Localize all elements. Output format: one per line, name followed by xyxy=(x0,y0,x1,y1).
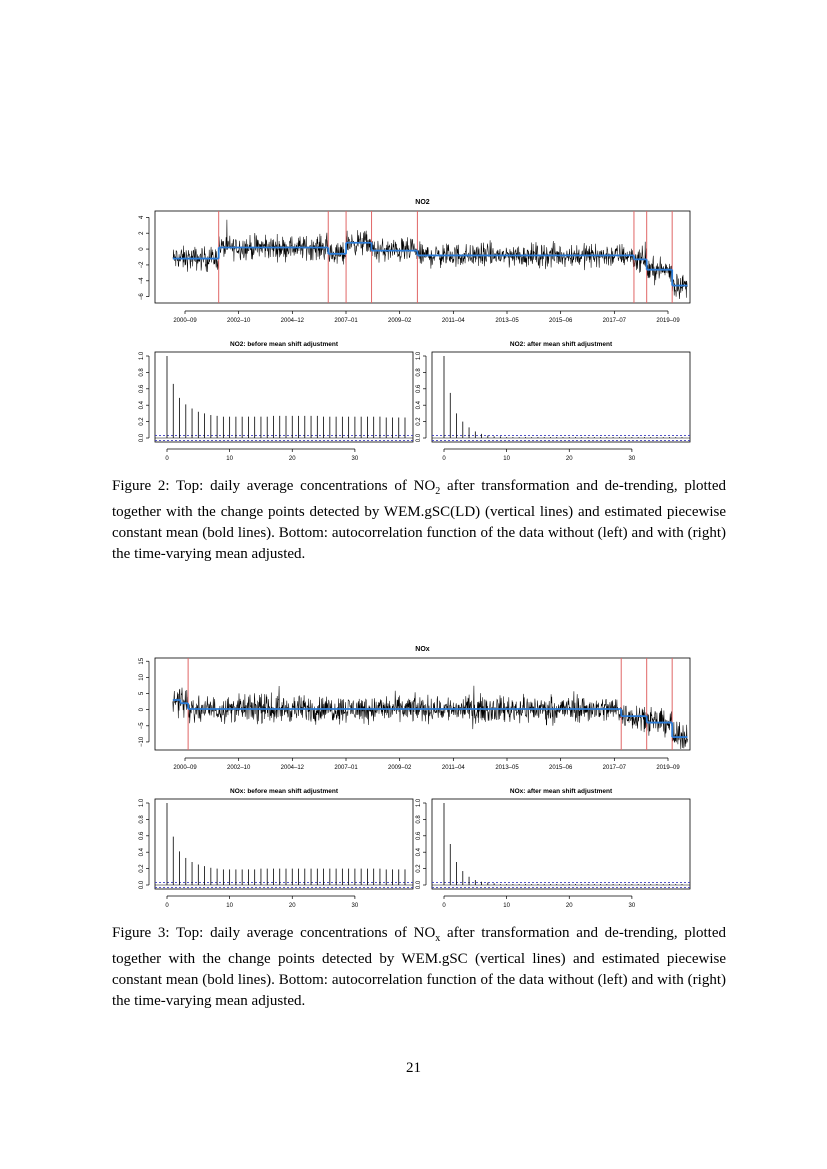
y-tick-label: 0.6 xyxy=(139,831,145,840)
y-tick-label: 0.4 xyxy=(139,848,145,857)
y-tick-label: 0.2 xyxy=(139,417,145,426)
x-tick-label: 30 xyxy=(351,456,359,462)
x-tick-label: 10 xyxy=(226,903,233,909)
caption-subscript: 2 xyxy=(435,486,441,497)
x-tick-label: 2013–05 xyxy=(495,318,519,324)
plot-frame xyxy=(432,352,690,442)
x-tick-label: 2007–01 xyxy=(334,765,358,771)
x-tick-label: 2000–09 xyxy=(173,765,197,771)
figure-3-plots xyxy=(0,637,827,912)
caption-subscript: x xyxy=(435,933,441,944)
x-tick-label: 20 xyxy=(288,903,296,909)
y-tick-label: 15 xyxy=(139,657,145,665)
x-tick-label: 2002–10 xyxy=(226,765,251,771)
x-tick-label: 2009–02 xyxy=(387,318,412,324)
plot-frame xyxy=(155,211,690,303)
caption-label: Figure 3: xyxy=(112,925,170,941)
figure-3 xyxy=(0,637,827,912)
y-tick-label: −2 xyxy=(139,261,145,269)
y-tick-label: 0.8 xyxy=(139,815,145,824)
x-tick-label: 10 xyxy=(503,456,510,462)
plot-frame xyxy=(155,352,413,442)
x-tick-label: 20 xyxy=(288,456,296,462)
chart-title: NOx: after mean shift adjustment xyxy=(509,788,613,795)
caption-text-before: Top: daily average concentrations of NO xyxy=(169,925,436,941)
y-tick-label: 0.0 xyxy=(416,433,422,443)
x-tick-label: 0 xyxy=(165,456,169,462)
x-tick-label: 30 xyxy=(628,903,636,909)
y-tick-label: −5 xyxy=(139,722,145,730)
y-tick-label: 10 xyxy=(139,674,145,681)
y-tick-label: 1.0 xyxy=(139,798,145,808)
x-tick-label: 0 xyxy=(442,456,446,462)
y-tick-label: 1.0 xyxy=(416,798,422,808)
data-series-line xyxy=(173,220,688,299)
acf-panel xyxy=(139,788,413,909)
caption-text-after: after transformation and de-trending, plotted together with the change points detected by WEM.gSC (vertical lines) and estimated piecewise constant mean (bold lines). Bottom: autocorrelation function of the data without (left) and with (right) the time-varying mean adjusted. xyxy=(112,925,726,1009)
figure-2-caption xyxy=(112,476,726,565)
time-series-panel xyxy=(139,199,690,324)
page-number: 21 xyxy=(406,1060,421,1076)
y-tick-label: 0.2 xyxy=(416,417,422,426)
caption-text-after: after transformation and de-trending, plotted together with the change points detected by WEM.gSC(LD) (vertical lines) and estimated piecewise constant mean (bold lines). Bottom: autocorrelation function of the data without (left) and with (right) the time-varying mean adjusted. xyxy=(112,478,726,562)
x-tick-label: 2013–05 xyxy=(495,765,519,771)
y-tick-label: 0.6 xyxy=(416,384,422,393)
x-tick-label: 20 xyxy=(565,903,573,909)
x-tick-label: 0 xyxy=(165,903,169,909)
figure-2 xyxy=(0,190,827,465)
x-tick-label: 2019–09 xyxy=(656,318,680,324)
x-tick-label: 2007–01 xyxy=(334,318,358,324)
caption-text-before: Top: daily average concentrations of NO xyxy=(169,478,436,494)
time-series-panel xyxy=(139,646,690,771)
y-tick-label: 0 xyxy=(139,247,145,251)
y-tick-label: −4 xyxy=(139,277,145,285)
y-tick-label: 0 xyxy=(139,707,145,712)
y-tick-label: 0.4 xyxy=(416,401,422,410)
x-tick-label: 30 xyxy=(628,456,636,462)
y-tick-label: 5 xyxy=(139,691,145,696)
y-tick-label: 0.8 xyxy=(416,368,422,377)
y-tick-label: 0.2 xyxy=(416,864,422,873)
plot-frame xyxy=(155,799,413,889)
x-tick-label: 2011–04 xyxy=(441,765,465,771)
acf-panel xyxy=(416,788,690,909)
x-tick-label: 0 xyxy=(442,903,446,909)
y-tick-label: 0.8 xyxy=(416,815,422,824)
x-tick-label: 2017–07 xyxy=(602,765,627,771)
chart-title: NO2: before mean shift adjustment xyxy=(230,341,338,348)
y-tick-label: 0.8 xyxy=(139,368,145,377)
x-tick-label: 2015–06 xyxy=(548,318,573,324)
y-tick-label: 0.0 xyxy=(139,433,145,443)
figure-2-plots xyxy=(0,190,827,465)
y-tick-label: −6 xyxy=(139,293,145,301)
x-tick-label: 2011–04 xyxy=(441,318,465,324)
acf-panel xyxy=(416,341,690,462)
y-tick-label: −10 xyxy=(139,736,145,748)
x-tick-label: 30 xyxy=(351,903,359,909)
y-tick-label: 0.0 xyxy=(139,880,145,890)
chart-title: NOx xyxy=(415,646,430,653)
y-tick-label: 0.4 xyxy=(416,848,422,857)
x-tick-label: 2009–02 xyxy=(387,765,412,771)
y-tick-label: 1.0 xyxy=(416,351,422,361)
acf-panel xyxy=(139,341,413,462)
x-tick-label: 10 xyxy=(226,456,233,462)
data-series-line xyxy=(173,686,688,749)
figure-3-caption xyxy=(112,923,726,1012)
y-tick-label: 0.6 xyxy=(139,384,145,393)
x-tick-label: 20 xyxy=(565,456,573,462)
y-tick-label: 0.0 xyxy=(416,880,422,890)
x-tick-label: 2004–12 xyxy=(280,765,305,771)
x-tick-label: 2004–12 xyxy=(280,318,305,324)
chart-title: NOx: before mean shift adjustment xyxy=(230,788,338,795)
x-tick-label: 2019–09 xyxy=(656,765,680,771)
plot-frame xyxy=(432,799,690,889)
chart-title: NO2 xyxy=(415,199,430,206)
y-tick-label: 4 xyxy=(139,215,145,220)
caption-label: Figure 2: xyxy=(112,478,170,494)
y-tick-label: 0.4 xyxy=(139,401,145,410)
y-tick-label: 0.6 xyxy=(416,831,422,840)
x-tick-label: 10 xyxy=(503,903,510,909)
chart-title: NO2: after mean shift adjustment xyxy=(509,341,613,348)
x-tick-label: 2002–10 xyxy=(226,318,251,324)
y-tick-label: 2 xyxy=(139,231,145,235)
x-tick-label: 2015–06 xyxy=(548,765,573,771)
y-tick-label: 0.2 xyxy=(139,864,145,873)
x-tick-label: 2017–07 xyxy=(602,318,627,324)
y-tick-label: 1.0 xyxy=(139,351,145,361)
x-tick-label: 2000–09 xyxy=(173,318,197,324)
